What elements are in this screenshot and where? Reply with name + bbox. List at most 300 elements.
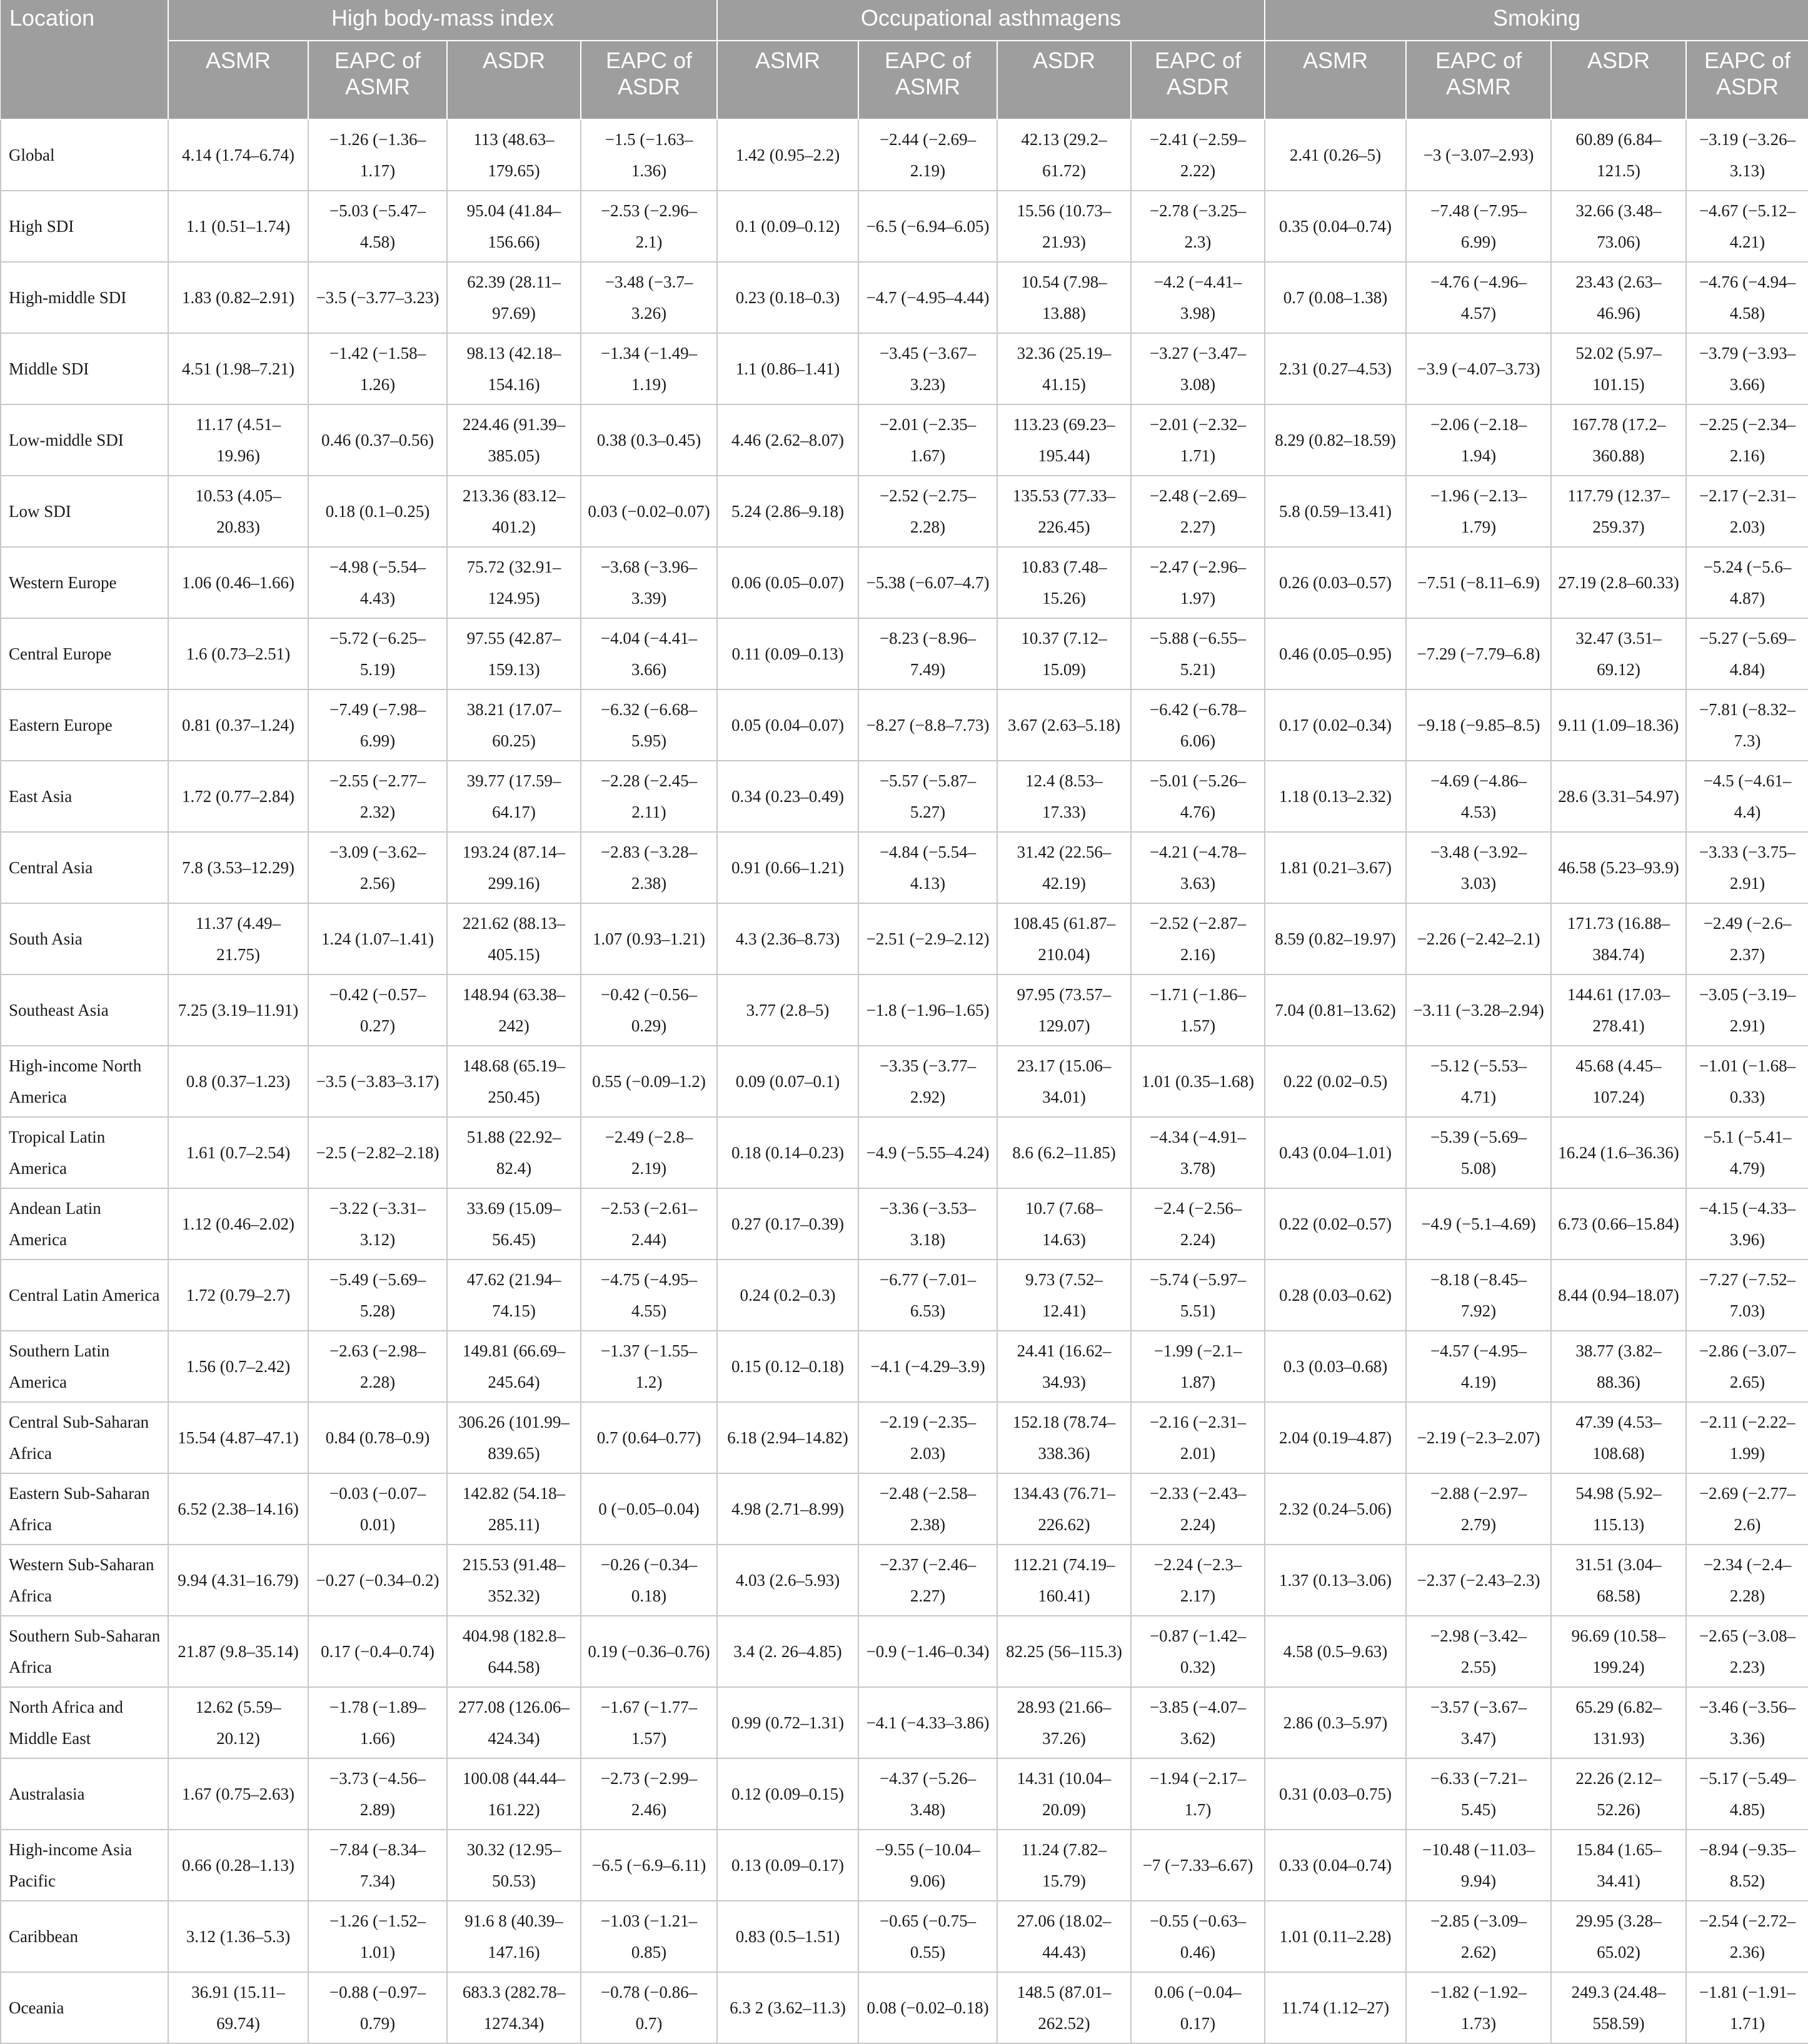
value-cell: −1.26 (−1.52–1.01) (308, 1901, 447, 1972)
value-cell: −2.88 (−2.97–2.79) (1406, 1473, 1551, 1545)
value-cell: 0.3 (0.03–0.68) (1265, 1331, 1406, 1402)
value-cell: 51.88 (22.92–82.4) (447, 1117, 581, 1188)
value-cell: 8.29 (0.82–18.59) (1265, 404, 1406, 476)
value-cell: 15.56 (10.73–21.93) (997, 191, 1131, 262)
sub-header-row (1, 41, 1808, 119)
table-row (1, 618, 1808, 689)
value-cell: −7.81 (−8.32–7.3) (1686, 689, 1808, 761)
value-cell: 4.98 (2.71–8.99) (717, 1473, 858, 1545)
value-cell: −1.99 (−2.1–1.87) (1131, 1331, 1265, 1402)
column-header: ASMR (168, 41, 308, 119)
value-cell: −1.78 (−1.89–1.66) (308, 1687, 447, 1758)
value-cell: 31.51 (3.04–68.58) (1551, 1545, 1686, 1616)
value-cell: 4.14 (1.74–6.74) (168, 119, 308, 191)
value-cell: 42.13 (29.2–61.72) (997, 119, 1131, 191)
value-cell: 96.69 (10.58–199.24) (1551, 1616, 1686, 1687)
value-cell: −3.33 (−3.75–2.91) (1686, 832, 1808, 903)
value-cell: 6.18 (2.94–14.82) (717, 1402, 858, 1473)
value-cell: −1.01 (−1.68–0.33) (1686, 1046, 1808, 1117)
value-cell: −3.85 (−4.07–3.62) (1131, 1687, 1265, 1758)
value-cell: −3.27 (−3.47–3.08) (1131, 333, 1265, 404)
value-cell: 1.37 (0.13–3.06) (1265, 1545, 1406, 1616)
value-cell: 8.59 (0.82–19.97) (1265, 903, 1406, 974)
value-cell: −3.5 (−3.77–3.23) (308, 262, 447, 333)
location-cell: Low-middle SDI (1, 404, 168, 476)
group-header-smoking: Smoking (1265, 0, 1808, 41)
value-cell: −4.75 (−4.95–4.55) (581, 1260, 717, 1331)
value-cell: −2.55 (−2.77–2.32) (308, 761, 447, 832)
value-cell: 6.73 (0.66–15.84) (1551, 1188, 1686, 1260)
value-cell: 0.18 (0.1–0.25) (308, 476, 447, 547)
value-cell: 23.43 (2.63–46.96) (1551, 262, 1686, 333)
value-cell: −1.26 (−1.36–1.17) (308, 119, 447, 191)
value-cell: −1.81 (−1.91–1.71) (1686, 1972, 1808, 2043)
value-cell: 9.73 (7.52–12.41) (997, 1260, 1131, 1331)
location-cell: Australasia (1, 1758, 168, 1830)
value-cell: 167.78 (17.2–360.88) (1551, 404, 1686, 476)
value-cell: 47.62 (21.94–74.15) (447, 1260, 581, 1331)
value-cell: 213.36 (83.12–401.2) (447, 476, 581, 547)
column-header: EAPC of ASDR (581, 41, 717, 119)
value-cell: 54.98 (5.92–115.13) (1551, 1473, 1686, 1545)
value-cell: −3.36 (−3.53–3.18) (858, 1188, 997, 1260)
table-row (1, 404, 1808, 476)
location-cell: High SDI (1, 191, 168, 262)
value-cell: −2.34 (−2.4–2.28) (1686, 1545, 1808, 1616)
location-cell: Oceania (1, 1972, 168, 2043)
value-cell: −0.88 (−0.97–0.79) (308, 1972, 447, 2043)
value-cell: −5.1 (−5.41–4.79) (1686, 1117, 1808, 1188)
value-cell: 46.58 (5.23–93.9) (1551, 832, 1686, 903)
table-row (1, 1260, 1808, 1331)
value-cell: −1.67 (−1.77–1.57) (581, 1687, 717, 1758)
value-cell: −4.57 (−4.95–4.19) (1406, 1331, 1551, 1402)
value-cell: 97.55 (42.87–159.13) (447, 618, 581, 689)
column-header: EAPC of ASMR (308, 41, 447, 119)
value-cell: −2.16 (−2.31–2.01) (1131, 1402, 1265, 1473)
value-cell: 135.53 (77.33–226.45) (997, 476, 1131, 547)
table-row (1, 119, 1808, 191)
value-cell: −5.12 (−5.53–4.71) (1406, 1046, 1551, 1117)
value-cell: 1.72 (0.79–2.7) (168, 1260, 308, 1331)
value-cell: −3.46 (−3.56–3.36) (1686, 1687, 1808, 1758)
table-row (1, 1473, 1808, 1545)
value-cell: 0.66 (0.28–1.13) (168, 1830, 308, 1901)
value-cell: −2.73 (−2.99–2.46) (581, 1758, 717, 1830)
location-cell: Global (1, 119, 168, 191)
value-cell: 27.19 (2.8–60.33) (1551, 547, 1686, 618)
value-cell: 1.24 (1.07–1.41) (308, 903, 447, 974)
value-cell: 36.91 (15.11–69.74) (168, 1972, 308, 2043)
value-cell: −0.26 (−0.34–0.18) (581, 1545, 717, 1616)
value-cell: −4.5 (−4.61–4.4) (1686, 761, 1808, 832)
value-cell: −2.37 (−2.43–2.3) (1406, 1545, 1551, 1616)
value-cell: 0.81 (0.37–1.24) (168, 689, 308, 761)
location-cell: Eastern Sub-Saharan Africa (1, 1473, 168, 1545)
value-cell: −2.78 (−3.25–2.3) (1131, 191, 1265, 262)
value-cell: 215.53 (91.48–352.32) (447, 1545, 581, 1616)
table-row (1, 1402, 1808, 1473)
value-cell: 11.37 (4.49–21.75) (168, 903, 308, 974)
value-cell: 0.99 (0.72–1.31) (717, 1687, 858, 1758)
value-cell: −3.22 (−3.31–3.12) (308, 1188, 447, 1260)
value-cell: −4.34 (−4.91–3.78) (1131, 1117, 1265, 1188)
value-cell: −5.74 (−5.97–5.51) (1131, 1260, 1265, 1331)
value-cell: 9.11 (1.09–18.36) (1551, 689, 1686, 761)
value-cell: −0.42 (−0.57–0.27) (308, 974, 447, 1046)
value-cell: 1.72 (0.77–2.84) (168, 761, 308, 832)
value-cell: −6.33 (−7.21–5.45) (1406, 1758, 1551, 1830)
value-cell: −2.47 (−2.96–1.97) (1131, 547, 1265, 618)
column-header: ASDR (447, 41, 581, 119)
value-cell: 3.4 (2. 26–4.85) (717, 1616, 858, 1687)
value-cell: 1.1 (0.86–1.41) (717, 333, 858, 404)
value-cell: 3.67 (2.63–5.18) (997, 689, 1131, 761)
value-cell: −0.87 (−1.42–0.32) (1131, 1616, 1265, 1687)
value-cell: 3.77 (2.8–5) (717, 974, 858, 1046)
table-row (1, 832, 1808, 903)
table-row (1, 1046, 1808, 1117)
table-row (1, 903, 1808, 974)
value-cell: −4.1 (−4.29–3.9) (858, 1331, 997, 1402)
value-cell: 3.12 (1.36–5.3) (168, 1901, 308, 1972)
table-row (1, 1616, 1808, 1687)
value-cell: −2.06 (−2.18–1.94) (1406, 404, 1551, 476)
value-cell: −0.03 (−0.07–0.01) (308, 1473, 447, 1545)
value-cell: 5.24 (2.86–9.18) (717, 476, 858, 547)
value-cell: 0.43 (0.04–1.01) (1265, 1117, 1406, 1188)
value-cell: 23.17 (15.06–34.01) (997, 1046, 1131, 1117)
value-cell: −4.21 (−4.78–3.63) (1131, 832, 1265, 903)
value-cell: 7.25 (3.19–11.91) (168, 974, 308, 1046)
table-row (1, 1901, 1808, 1972)
value-cell: −0.78 (−0.86–0.7) (581, 1972, 717, 2043)
value-cell: 38.21 (17.07–60.25) (447, 689, 581, 761)
location-cell: Central Latin America (1, 1260, 168, 1331)
value-cell: 91.6 8 (40.39–147.16) (447, 1901, 581, 1972)
table-row (1, 1972, 1808, 2043)
location-cell: Southern Sub-Saharan Africa (1, 1616, 168, 1687)
value-cell: −7 (−7.33–6.67) (1131, 1830, 1265, 1901)
value-cell: −4.76 (−4.94–4.58) (1686, 262, 1808, 333)
value-cell: 1.01 (0.11–2.28) (1265, 1901, 1406, 1972)
value-cell: −2.25 (−2.34–2.16) (1686, 404, 1808, 476)
value-cell: −7.48 (−7.95–6.99) (1406, 191, 1551, 262)
table-body (1, 119, 1808, 2043)
value-cell: −3.73 (−4.56–2.89) (308, 1758, 447, 1830)
value-cell: 0.17 (−0.4–0.74) (308, 1616, 447, 1687)
value-cell: 112.21 (74.19–160.41) (997, 1545, 1131, 1616)
value-cell: −3.45 (−3.67–3.23) (858, 333, 997, 404)
value-cell: −2.54 (−2.72–2.36) (1686, 1901, 1808, 1972)
value-cell: 14.31 (10.04–20.09) (997, 1758, 1131, 1830)
value-cell: −2.19 (−2.35–2.03) (858, 1402, 997, 1473)
value-cell: −9.55 (−10.04–9.06) (858, 1830, 997, 1901)
value-cell: 10.7 (7.68–14.63) (997, 1188, 1131, 1260)
value-cell: −2.53 (−2.96–2.1) (581, 191, 717, 262)
value-cell: 152.18 (78.74–338.36) (997, 1402, 1131, 1473)
location-cell: Low SDI (1, 476, 168, 547)
location-cell: High-middle SDI (1, 262, 168, 333)
value-cell: 2.32 (0.24–5.06) (1265, 1473, 1406, 1545)
value-cell: 2.04 (0.19–4.87) (1265, 1402, 1406, 1473)
value-cell: 1.56 (0.7–2.42) (168, 1331, 308, 1402)
group-header-asthmagens: Occupational asthmagens (717, 0, 1265, 41)
value-cell: −6.77 (−7.01–6.53) (858, 1260, 997, 1331)
table-row (1, 1331, 1808, 1402)
value-cell: 2.86 (0.3–5.97) (1265, 1687, 1406, 1758)
location-cell: Southeast Asia (1, 974, 168, 1046)
value-cell: −0.55 (−0.63–0.46) (1131, 1901, 1265, 1972)
table-header (1, 0, 1808, 119)
value-cell: 2.41 (0.26–5) (1265, 119, 1406, 191)
column-header: ASDR (997, 41, 1131, 119)
location-cell: Western Sub-Saharan Africa (1, 1545, 168, 1616)
value-cell: 4.3 (2.36–8.73) (717, 903, 858, 974)
value-cell: −5.27 (−5.69–4.84) (1686, 618, 1808, 689)
value-cell: 0.06 (−0.04–0.17) (1131, 1972, 1265, 2043)
value-cell: −3 (−3.07–2.93) (1406, 119, 1551, 191)
table-row (1, 1188, 1808, 1260)
table-row (1, 1830, 1808, 1901)
value-cell: 1.01 (0.35–1.68) (1131, 1046, 1265, 1117)
value-cell: 1.07 (0.93–1.21) (581, 903, 717, 974)
value-cell: 148.94 (63.38–242) (447, 974, 581, 1046)
value-cell: −0.42 (−0.56–0.29) (581, 974, 717, 1046)
value-cell: −3.48 (−3.7–3.26) (581, 262, 717, 333)
value-cell: 0.46 (0.05–0.95) (1265, 618, 1406, 689)
value-cell: 38.77 (3.82–88.36) (1551, 1331, 1686, 1402)
value-cell: 47.39 (4.53–108.68) (1551, 1402, 1686, 1473)
value-cell: −2.69 (−2.77–2.6) (1686, 1473, 1808, 1545)
value-cell: 8.6 (6.2–11.85) (997, 1117, 1131, 1188)
location-cell: Central Sub-Saharan Africa (1, 1402, 168, 1473)
value-cell: 8.44 (0.94–18.07) (1551, 1260, 1686, 1331)
value-cell: 2.31 (0.27–4.53) (1265, 333, 1406, 404)
value-cell: 12.4 (8.53–17.33) (997, 761, 1131, 832)
value-cell: 10.83 (7.48–15.26) (997, 547, 1131, 618)
value-cell: −8.23 (−8.96–7.49) (858, 618, 997, 689)
value-cell: 108.45 (61.87–210.04) (997, 903, 1131, 974)
value-cell: −2.41 (−2.59–2.22) (1131, 119, 1265, 191)
location-cell: Andean Latin America (1, 1188, 168, 1260)
value-cell: 27.06 (18.02–44.43) (997, 1901, 1131, 1972)
table-row (1, 547, 1808, 618)
value-cell: −2.85 (−3.09–2.62) (1406, 1901, 1551, 1972)
value-cell: −2.19 (−2.3–2.07) (1406, 1402, 1551, 1473)
value-cell: −3.05 (−3.19–2.91) (1686, 974, 1808, 1046)
value-cell: −1.8 (−1.96–1.65) (858, 974, 997, 1046)
value-cell: 97.95 (73.57–129.07) (997, 974, 1131, 1046)
value-cell: −1.82 (−1.92–1.73) (1406, 1972, 1551, 2043)
value-cell: −2.44 (−2.69–2.19) (858, 119, 997, 191)
value-cell: −5.88 (−6.55–5.21) (1131, 618, 1265, 689)
value-cell: −5.03 (−5.47–4.58) (308, 191, 447, 262)
value-cell: −3.09 (−3.62–2.56) (308, 832, 447, 903)
value-cell: 11.74 (1.12–27) (1265, 1972, 1406, 2043)
value-cell: 4.51 (1.98–7.21) (168, 333, 308, 404)
value-cell: 1.81 (0.21–3.67) (1265, 832, 1406, 903)
value-cell: −2.28 (−2.45–2.11) (581, 761, 717, 832)
value-cell: −2.24 (−2.3–2.17) (1131, 1545, 1265, 1616)
value-cell: 134.43 (76.71–226.62) (997, 1473, 1131, 1545)
location-cell: East Asia (1, 761, 168, 832)
value-cell: −4.98 (−5.54–4.43) (308, 547, 447, 618)
value-cell: −2.5 (−2.82–2.18) (308, 1117, 447, 1188)
value-cell: 10.54 (7.98–13.88) (997, 262, 1131, 333)
table-row (1, 1545, 1808, 1616)
value-cell: 1.67 (0.75–2.63) (168, 1758, 308, 1830)
value-cell: 7.04 (0.81–13.62) (1265, 974, 1406, 1046)
table-row (1, 333, 1808, 404)
value-cell: −4.04 (−4.41–3.66) (581, 618, 717, 689)
value-cell: 12.62 (5.59–20.12) (168, 1687, 308, 1758)
value-cell: 0.84 (0.78–0.9) (308, 1402, 447, 1473)
value-cell: 148.5 (87.01–262.52) (997, 1972, 1131, 2043)
value-cell: 28.6 (3.31–54.97) (1551, 761, 1686, 832)
value-cell: 193.24 (87.14–299.16) (447, 832, 581, 903)
value-cell: −1.71 (−1.86–1.57) (1131, 974, 1265, 1046)
value-cell: −1.94 (−2.17–1.7) (1131, 1758, 1265, 1830)
value-cell: −2.51 (−2.9–2.12) (858, 903, 997, 974)
value-cell: −3.48 (−3.92–3.03) (1406, 832, 1551, 903)
value-cell: 0.55 (−0.09–1.2) (581, 1046, 717, 1117)
value-cell: −5.17 (−5.49–4.85) (1686, 1758, 1808, 1830)
value-cell: 0.06 (0.05–0.07) (717, 547, 858, 618)
location-cell: Caribbean (1, 1901, 168, 1972)
group-header-row (1, 0, 1808, 41)
value-cell: 52.02 (5.97–101.15) (1551, 333, 1686, 404)
value-cell: 16.24 (1.6–36.36) (1551, 1117, 1686, 1188)
value-cell: −2.17 (−2.31–2.03) (1686, 476, 1808, 547)
value-cell: −4.15 (−4.33–3.96) (1686, 1188, 1808, 1260)
value-cell: 32.66 (3.48–73.06) (1551, 191, 1686, 262)
value-cell: 0.09 (0.07–0.1) (717, 1046, 858, 1117)
value-cell: −4.2 (−4.41–3.98) (1131, 262, 1265, 333)
table-row (1, 476, 1808, 547)
value-cell: −3.57 (−3.67–3.47) (1406, 1687, 1551, 1758)
table-row (1, 974, 1808, 1046)
value-cell: 0.7 (0.08–1.38) (1265, 262, 1406, 333)
value-cell: −2.01 (−2.32–1.71) (1131, 404, 1265, 476)
value-cell: −2.37 (−2.46–2.27) (858, 1545, 997, 1616)
value-cell: −4.7 (−4.95–4.44) (858, 262, 997, 333)
column-header: EAPC of ASDR (1686, 41, 1808, 119)
value-cell: −6.42 (−6.78–6.06) (1131, 689, 1265, 761)
value-cell: −2.33 (−2.43–2.24) (1131, 1473, 1265, 1545)
value-cell: 0.05 (0.04–0.07) (717, 689, 858, 761)
value-cell: −3.5 (−3.83–3.17) (308, 1046, 447, 1117)
value-cell: −2.49 (−2.6–2.37) (1686, 903, 1808, 974)
value-cell: 142.82 (54.18–285.11) (447, 1473, 581, 1545)
value-cell: 95.04 (41.84–156.66) (447, 191, 581, 262)
value-cell: −4.84 (−5.54–4.13) (858, 832, 997, 903)
value-cell: −3.19 (−3.26–3.13) (1686, 119, 1808, 191)
value-cell: 5.8 (0.59–13.41) (1265, 476, 1406, 547)
value-cell: −3.35 (−3.77–2.92) (858, 1046, 997, 1117)
value-cell: −1.5 (−1.63–1.36) (581, 119, 717, 191)
value-cell: 0.1 (0.09–0.12) (717, 191, 858, 262)
value-cell: −0.27 (−0.34–0.2) (308, 1545, 447, 1616)
value-cell: −5.39 (−5.69–5.08) (1406, 1117, 1551, 1188)
value-cell: −4.76 (−4.96–4.57) (1406, 262, 1551, 333)
value-cell: 0.23 (0.18–0.3) (717, 262, 858, 333)
value-cell: 0.91 (0.66–1.21) (717, 832, 858, 903)
value-cell: 0.17 (0.02–0.34) (1265, 689, 1406, 761)
value-cell: −5.72 (−6.25–5.19) (308, 618, 447, 689)
value-cell: 224.46 (91.39–385.05) (447, 404, 581, 476)
value-cell: 0.34 (0.23–0.49) (717, 761, 858, 832)
value-cell: −2.4 (−2.56–2.24) (1131, 1188, 1265, 1260)
value-cell: 144.61 (17.03–278.41) (1551, 974, 1686, 1046)
value-cell: 62.39 (28.11–97.69) (447, 262, 581, 333)
value-cell: 683.3 (282.78–1274.34) (447, 1972, 581, 2043)
value-cell: 0.24 (0.2–0.3) (717, 1260, 858, 1331)
value-cell: −4.37 (−5.26–3.48) (858, 1758, 997, 1830)
value-cell: 1.6 (0.73–2.51) (168, 618, 308, 689)
value-cell: −6.32 (−6.68–5.95) (581, 689, 717, 761)
value-cell: −2.52 (−2.87–2.16) (1131, 903, 1265, 974)
value-cell: 148.68 (65.19–250.45) (447, 1046, 581, 1117)
value-cell: −2.83 (−3.28–2.38) (581, 832, 717, 903)
value-cell: 10.53 (4.05–20.83) (168, 476, 308, 547)
value-cell: 0.26 (0.03–0.57) (1265, 547, 1406, 618)
value-cell: 0.22 (0.02–0.57) (1265, 1188, 1406, 1260)
value-cell: −7.49 (−7.98–6.99) (308, 689, 447, 761)
value-cell: −2.98 (−3.42–2.55) (1406, 1616, 1551, 1687)
value-cell: −6.5 (−6.94–6.05) (858, 191, 997, 262)
value-cell: 0.38 (0.3–0.45) (581, 404, 717, 476)
value-cell: −10.48 (−11.03–9.94) (1406, 1830, 1551, 1901)
value-cell: 277.08 (126.06–424.34) (447, 1687, 581, 1758)
value-cell: −6.5 (−6.9–6.11) (581, 1830, 717, 1901)
value-cell: 0.18 (0.14–0.23) (717, 1117, 858, 1188)
value-cell: −4.67 (−5.12–4.21) (1686, 191, 1808, 262)
value-cell: −3.11 (−3.28–2.94) (1406, 974, 1551, 1046)
value-cell: −4.9 (−5.1–4.69) (1406, 1188, 1551, 1260)
value-cell: 249.3 (24.48–558.59) (1551, 1972, 1686, 2043)
value-cell: −3.79 (−3.93–3.66) (1686, 333, 1808, 404)
value-cell: −5.24 (−5.6–4.87) (1686, 547, 1808, 618)
value-cell: −8.94 (−9.35–8.52) (1686, 1830, 1808, 1901)
table-row (1, 1758, 1808, 1830)
value-cell: 0.13 (0.09–0.17) (717, 1830, 858, 1901)
value-cell: 0.27 (0.17–0.39) (717, 1188, 858, 1260)
value-cell: −0.65 (−0.75–0.55) (858, 1901, 997, 1972)
column-header: ASDR (1551, 41, 1686, 119)
value-cell: 31.42 (22.56–42.19) (997, 832, 1131, 903)
value-cell: −5.01 (−5.26–4.76) (1131, 761, 1265, 832)
value-cell: 11.17 (4.51–19.96) (168, 404, 308, 476)
value-cell: 0.33 (0.04–0.74) (1265, 1830, 1406, 1901)
location-cell: Middle SDI (1, 333, 168, 404)
value-cell: 0.03 (−0.02–0.07) (581, 476, 717, 547)
value-cell: −7.51 (−8.11–6.9) (1406, 547, 1551, 618)
value-cell: 113.23 (69.23–195.44) (997, 404, 1131, 476)
value-cell: 10.37 (7.12–15.09) (997, 618, 1131, 689)
value-cell: −8.18 (−8.45–7.92) (1406, 1260, 1551, 1331)
value-cell: 60.89 (6.84–121.5) (1551, 119, 1686, 191)
value-cell: −1.03 (−1.21–0.85) (581, 1901, 717, 1972)
value-cell: 24.41 (16.62–34.93) (997, 1331, 1131, 1402)
table-row (1, 1117, 1808, 1188)
location-cell: Southern Latin America (1, 1331, 168, 1402)
location-cell: Western Europe (1, 547, 168, 618)
column-header: ASMR (1265, 41, 1406, 119)
value-cell: 21.87 (9.8–35.14) (168, 1616, 308, 1687)
value-cell: −7.27 (−7.52–7.03) (1686, 1260, 1808, 1331)
location-cell: North Africa and Middle East (1, 1687, 168, 1758)
